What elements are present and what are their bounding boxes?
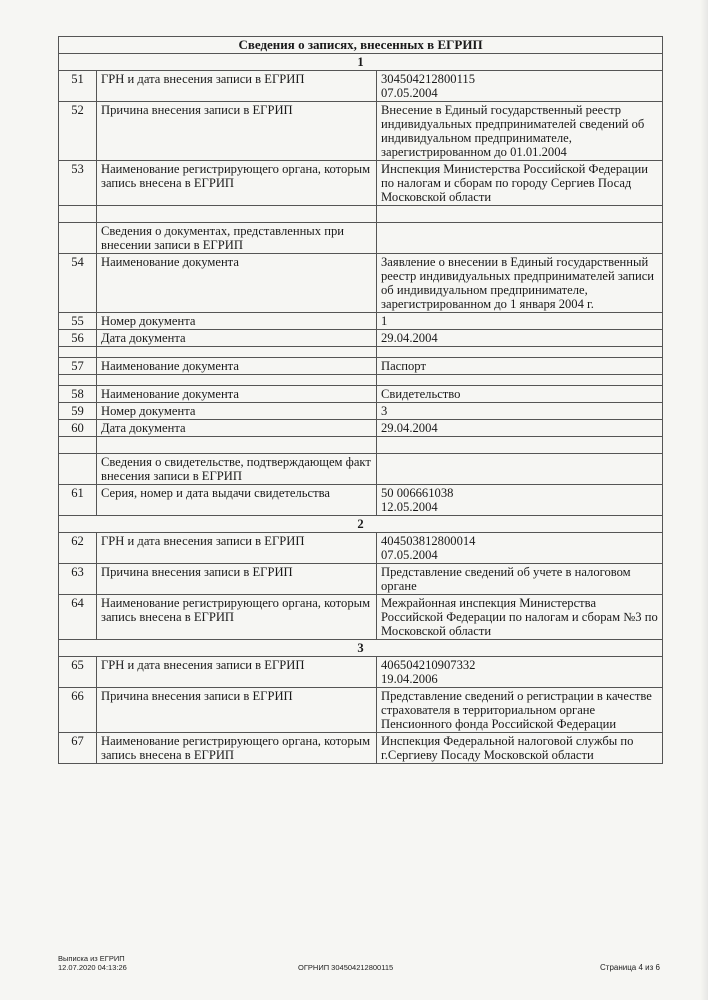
section-number: 1 [59, 54, 663, 71]
field-name: Причина внесения записи в ЕГРИП [97, 102, 377, 161]
table-title-row [59, 37, 663, 54]
row-number: 62 [59, 533, 97, 564]
row-number: 57 [59, 358, 97, 375]
table-row [59, 485, 663, 516]
field-value: 404503812800014 07.05.2004 [377, 533, 663, 564]
spacer-cell [97, 347, 377, 358]
row-number: 65 [59, 657, 97, 688]
spacer-cell [59, 206, 97, 223]
field-name: Дата документа [97, 420, 377, 437]
field-value: Свидетельство [377, 386, 663, 403]
table-row [59, 420, 663, 437]
row-number: 60 [59, 420, 97, 437]
row-number-cell [59, 454, 97, 485]
row-number-cell [59, 223, 97, 254]
field-name: Серия, номер и дата выдачи свидетельства [97, 485, 377, 516]
footer-extract-label: Выписка из ЕГРИП [58, 954, 125, 963]
table-row [59, 688, 663, 733]
field-name: ГРН и дата внесения записи в ЕГРИП [97, 533, 377, 564]
field-value: Заявление о внесении в Единый государственный реестр индивидуальных предпринимателей записи об индивидуальном предпринимателе, зарегистрированном до 1 января 2004 г. [377, 254, 663, 313]
table-row [59, 595, 663, 640]
egrip-records-table [58, 36, 663, 764]
field-value: Межрайонная инспекция Министерства Российской Федерации по налогам и сборам №3 по Московской области [377, 595, 663, 640]
row-number: 51 [59, 71, 97, 102]
row-number: 61 [59, 485, 97, 516]
footer-extract-info [58, 954, 127, 972]
table-title: Сведения о записях, внесенных в ЕГРИП [59, 37, 663, 54]
row-number: 66 [59, 688, 97, 733]
row-number: 64 [59, 595, 97, 640]
table-row [59, 358, 663, 375]
table-row [59, 533, 663, 564]
row-number: 53 [59, 161, 97, 206]
table-row [59, 71, 663, 102]
field-name: Наименование документа [97, 254, 377, 313]
page-edge-shadow [700, 0, 708, 1000]
subheading-row [59, 454, 663, 485]
spacer-row [59, 375, 663, 386]
field-value: Паспорт [377, 358, 663, 375]
section-number: 2 [59, 516, 663, 533]
field-value: 406504210907332 19.04.2006 [377, 657, 663, 688]
field-name: Наименование документа [97, 386, 377, 403]
table-row [59, 657, 663, 688]
field-name: Наименование регистрирующего органа, которым запись внесена в ЕГРИП [97, 733, 377, 764]
field-value: Представление сведений об учете в налоговом органе [377, 564, 663, 595]
spacer-cell [97, 437, 377, 454]
field-value: 3 [377, 403, 663, 420]
section-header-row [59, 516, 663, 533]
field-name: Номер документа [97, 313, 377, 330]
spacer-cell [59, 437, 97, 454]
field-name: Дата документа [97, 330, 377, 347]
table-row [59, 386, 663, 403]
table-row [59, 254, 663, 313]
field-value: 29.04.2004 [377, 420, 663, 437]
field-value: 1 [377, 313, 663, 330]
section-header-row [59, 640, 663, 657]
subheading-label: Сведения о свидетельстве, подтверждающем факт внесения записи в ЕГРИП [97, 454, 377, 485]
spacer-cell [97, 206, 377, 223]
field-name: Наименование документа [97, 358, 377, 375]
row-number: 63 [59, 564, 97, 595]
field-value: Представление сведений о регистрации в качестве страхователя в территориальном органе Пенсионного фонда Российской Федерации [377, 688, 663, 733]
subheading-row [59, 223, 663, 254]
row-value-cell [377, 223, 663, 254]
spacer-row [59, 437, 663, 454]
field-name: Причина внесения записи в ЕГРИП [97, 688, 377, 733]
field-value: 29.04.2004 [377, 330, 663, 347]
spacer-cell [377, 347, 663, 358]
field-name: Номер документа [97, 403, 377, 420]
footer-ogrnip: ОГРНИП 304504212800115 [298, 963, 394, 972]
spacer-row [59, 206, 663, 223]
spacer-cell [59, 375, 97, 386]
spacer-cell [377, 206, 663, 223]
field-name: Причина внесения записи в ЕГРИП [97, 564, 377, 595]
table-body [59, 54, 663, 764]
subheading-label: Сведения о документах, представленных при внесении записи в ЕГРИП [97, 223, 377, 254]
row-number: 55 [59, 313, 97, 330]
field-name: ГРН и дата внесения записи в ЕГРИП [97, 71, 377, 102]
table-row [59, 102, 663, 161]
section-number: 3 [59, 640, 663, 657]
table-row [59, 403, 663, 420]
field-name: ГРН и дата внесения записи в ЕГРИП [97, 657, 377, 688]
field-name: Наименование регистрирующего органа, которым запись внесена в ЕГРИП [97, 161, 377, 206]
field-name: Наименование регистрирующего органа, которым запись внесена в ЕГРИП [97, 595, 377, 640]
document-sheet [58, 36, 662, 764]
field-value: 304504212800115 07.05.2004 [377, 71, 663, 102]
section-header-row [59, 54, 663, 71]
spacer-cell [377, 437, 663, 454]
row-number: 58 [59, 386, 97, 403]
table-row [59, 313, 663, 330]
table-row [59, 161, 663, 206]
spacer-row [59, 347, 663, 358]
footer-page-number: Страница 4 из 6 [600, 963, 660, 972]
spacer-cell [59, 347, 97, 358]
row-value-cell [377, 454, 663, 485]
spacer-cell [377, 375, 663, 386]
field-value: Внесение в Единый государственный реестр индивидуальных предпринимателей сведений об индивидуальном предпринимателе, зарегистрированном до 01.01.2004 [377, 102, 663, 161]
footer-extract-datetime: 12.07.2020 04:13:26 [58, 963, 127, 972]
row-number: 59 [59, 403, 97, 420]
field-value: 50 006661038 12.05.2004 [377, 485, 663, 516]
row-number: 52 [59, 102, 97, 161]
table-row [59, 330, 663, 347]
table-row [59, 733, 663, 764]
row-number: 56 [59, 330, 97, 347]
field-value: Инспекция Федеральной налоговой службы по г.Сергиеву Посаду Московской области [377, 733, 663, 764]
spacer-cell [97, 375, 377, 386]
row-number: 54 [59, 254, 97, 313]
row-number: 67 [59, 733, 97, 764]
field-value: Инспекция Министерства Российской Федерации по налогам и сборам по городу Сергиев Посад Московской области [377, 161, 663, 206]
table-row [59, 564, 663, 595]
